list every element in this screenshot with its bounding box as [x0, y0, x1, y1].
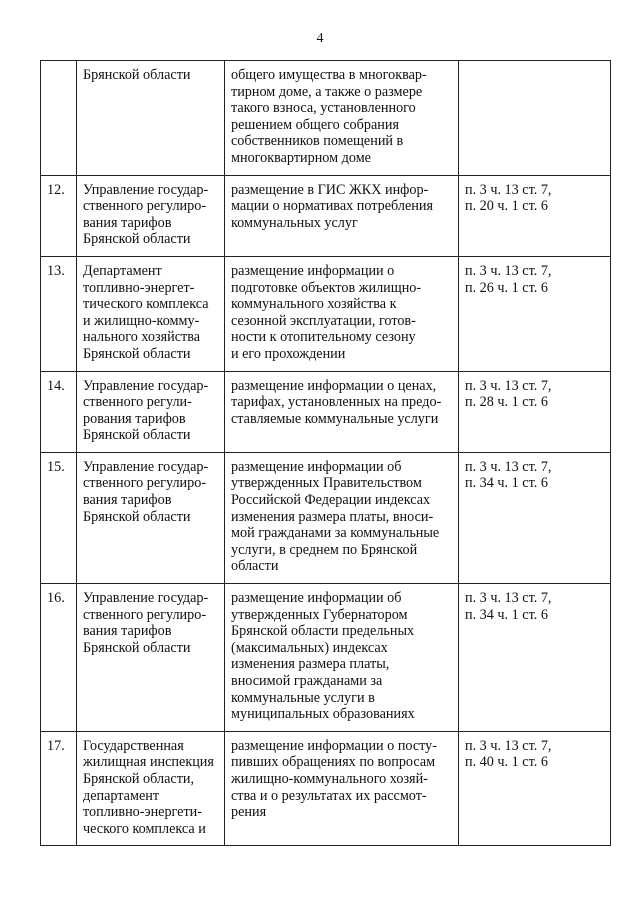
legal-reference-line: п. 3 ч. 13 ст. 7, [465, 458, 552, 475]
organization-line: топливно-энергети- [83, 804, 203, 821]
organization-line: вания тарифов [83, 214, 172, 231]
row-number-cell: 12. [41, 175, 77, 256]
information-line: размещение информации о посту- [231, 737, 437, 754]
legal-reference-line: п. 3 ч. 13 ст. 7, [465, 181, 552, 198]
table-row [41, 371, 611, 452]
legal-reference-cell [459, 452, 611, 583]
organization-line: Брянской области [83, 231, 191, 248]
legal-reference-cell [459, 731, 611, 846]
information-line: муниципальных образованиях [231, 706, 415, 723]
information-line: подготовке объектов жилищно- [231, 279, 422, 296]
table-row [41, 175, 611, 256]
legal-reference-line: п. 28 ч. 1 ст. 6 [465, 394, 548, 411]
legal-reference-line: п. 3 ч. 13 ст. 7, [465, 377, 552, 394]
information-line: решением общего собрания [231, 116, 399, 133]
information-line: тарифах, установленных на предо- [231, 394, 442, 411]
legal-reference-cell [459, 584, 611, 732]
table-row [41, 61, 611, 176]
organization-line: Брянской области, [83, 770, 195, 787]
organization-line: Брянской области [83, 508, 191, 525]
row-number-cell: 16. [41, 584, 77, 732]
organization-cell [77, 256, 225, 371]
information-line: области [231, 558, 279, 575]
information-cell [225, 452, 459, 583]
information-line: коммунальных услуг [231, 214, 358, 231]
information-cell [225, 256, 459, 371]
regulation-table [40, 60, 611, 846]
information-line: собственников помещений в [231, 133, 404, 150]
information-line: и его прохождении [231, 345, 346, 362]
information-line: размещение информации об [231, 590, 402, 607]
organization-line: и жилищно-комму- [83, 312, 200, 329]
information-cell [225, 584, 459, 732]
information-line: размещение информации о ценах, [231, 377, 437, 394]
organization-line: рования тарифов [83, 410, 186, 427]
organization-line: жилищная инспекция [83, 754, 214, 771]
organization-line: вания тарифов [83, 492, 172, 509]
row-number-cell: 17. [41, 731, 77, 846]
organization-line: ственного регулиро- [83, 198, 207, 215]
information-cell [225, 731, 459, 846]
row-number-cell [41, 61, 77, 176]
organization-line: тического комплекса [83, 296, 209, 313]
information-cell [225, 175, 459, 256]
table-row [41, 584, 611, 732]
information-line: изменения размера платы, [231, 656, 390, 673]
information-line: размещение в ГИС ЖКХ инфор- [231, 181, 429, 198]
organization-cell [77, 452, 225, 583]
information-line: ставляемые коммунальные услуги [231, 410, 439, 427]
organization-line: ческого комплекса и [83, 820, 206, 837]
legal-reference-cell [459, 256, 611, 371]
organization-line: Департамент [83, 262, 162, 279]
information-line: пивших обращениях по вопросам [231, 754, 436, 771]
legal-reference-line: п. 3 ч. 13 ст. 7, [465, 737, 552, 754]
information-cell [225, 61, 459, 176]
organization-line: Управление государ- [83, 181, 209, 198]
information-line: услуги, в среднем по Брянской [231, 541, 418, 558]
organization-line: Управление государ- [83, 377, 209, 394]
page-number: 4 [316, 31, 324, 46]
legal-reference-cell [459, 61, 611, 176]
information-line: жилищно-коммунального хозяй- [231, 770, 428, 787]
organization-line: Брянской области [83, 639, 191, 656]
legal-reference-line: п. 40 ч. 1 ст. 6 [465, 754, 548, 771]
information-line: Брянской области предельных [231, 623, 415, 640]
information-line: размещение информации об [231, 458, 402, 475]
table-row [41, 731, 611, 846]
organization-line: топливно-энергет- [83, 279, 195, 296]
information-line: вносимой гражданами за [231, 673, 383, 689]
legal-reference-line: п. 3 ч. 13 ст. 7, [465, 590, 552, 607]
information-line: общего имущества в многоквар- [231, 67, 427, 83]
information-line: такого взноса, установленного [231, 100, 416, 117]
legal-reference-line: п. 34 ч. 1 ст. 6 [465, 475, 548, 492]
legal-reference-line: п. 34 ч. 1 ст. 6 [465, 606, 548, 623]
organization-line: департамент [83, 787, 160, 804]
organization-line: Управление государ- [83, 458, 209, 475]
table-body [41, 61, 611, 846]
organization-line: Брянской области [83, 345, 191, 362]
organization-line: Государственная [83, 737, 184, 754]
table-row [41, 256, 611, 371]
organization-cell [77, 584, 225, 732]
row-number-cell: 14. [41, 371, 77, 452]
legal-reference-line: п. 3 ч. 13 ст. 7, [465, 262, 552, 279]
information-line: многоквартирном доме [231, 149, 371, 166]
organization-line: ственного регулиро- [83, 475, 207, 492]
organization-line: Управление государ- [83, 590, 209, 607]
table-row [41, 452, 611, 583]
information-cell [225, 371, 459, 452]
information-line: рения [231, 804, 267, 821]
row-number-cell: 15. [41, 452, 77, 583]
information-line: утвержденных Губернатором [231, 606, 408, 623]
information-line: утвержденных Правительством [231, 475, 422, 492]
organization-cell [77, 175, 225, 256]
legal-reference-cell [459, 175, 611, 256]
organization-line: ственного регули- [83, 394, 192, 411]
information-line: мой гражданами за коммунальные [231, 525, 440, 542]
organization-line: Брянской области [83, 427, 191, 444]
information-line: коммунального хозяйства к [231, 296, 397, 313]
information-line: мации о нормативах потребления [231, 198, 433, 215]
legal-reference-cell [459, 371, 611, 452]
organization-line: вания тарифов [83, 623, 172, 640]
information-line: изменения размера платы, вноси- [231, 508, 434, 525]
information-line: размещение информации о [231, 262, 395, 279]
organization-cell [77, 61, 225, 176]
information-line: (максимальных) индексах [231, 639, 388, 656]
organization-line: Брянской области [83, 67, 191, 83]
information-line: тирном доме, а также о размере [231, 83, 423, 100]
information-line: коммунальные услуги в [231, 689, 375, 706]
information-line: ности к отопительному сезону [231, 329, 416, 346]
information-line: Российской Федерации индексах [231, 492, 431, 509]
information-line: сезонной эксплуатации, готов- [231, 312, 416, 329]
information-line: ства и о результатах их рассмот- [231, 787, 427, 804]
organization-cell [77, 371, 225, 452]
legal-reference-line: п. 26 ч. 1 ст. 6 [465, 279, 548, 296]
organization-line: ственного регулиро- [83, 606, 207, 623]
row-number-cell: 13. [41, 256, 77, 371]
organization-line: нального хозяйства [83, 329, 201, 346]
legal-reference-line: п. 20 ч. 1 ст. 6 [465, 198, 548, 215]
organization-cell [77, 731, 225, 846]
